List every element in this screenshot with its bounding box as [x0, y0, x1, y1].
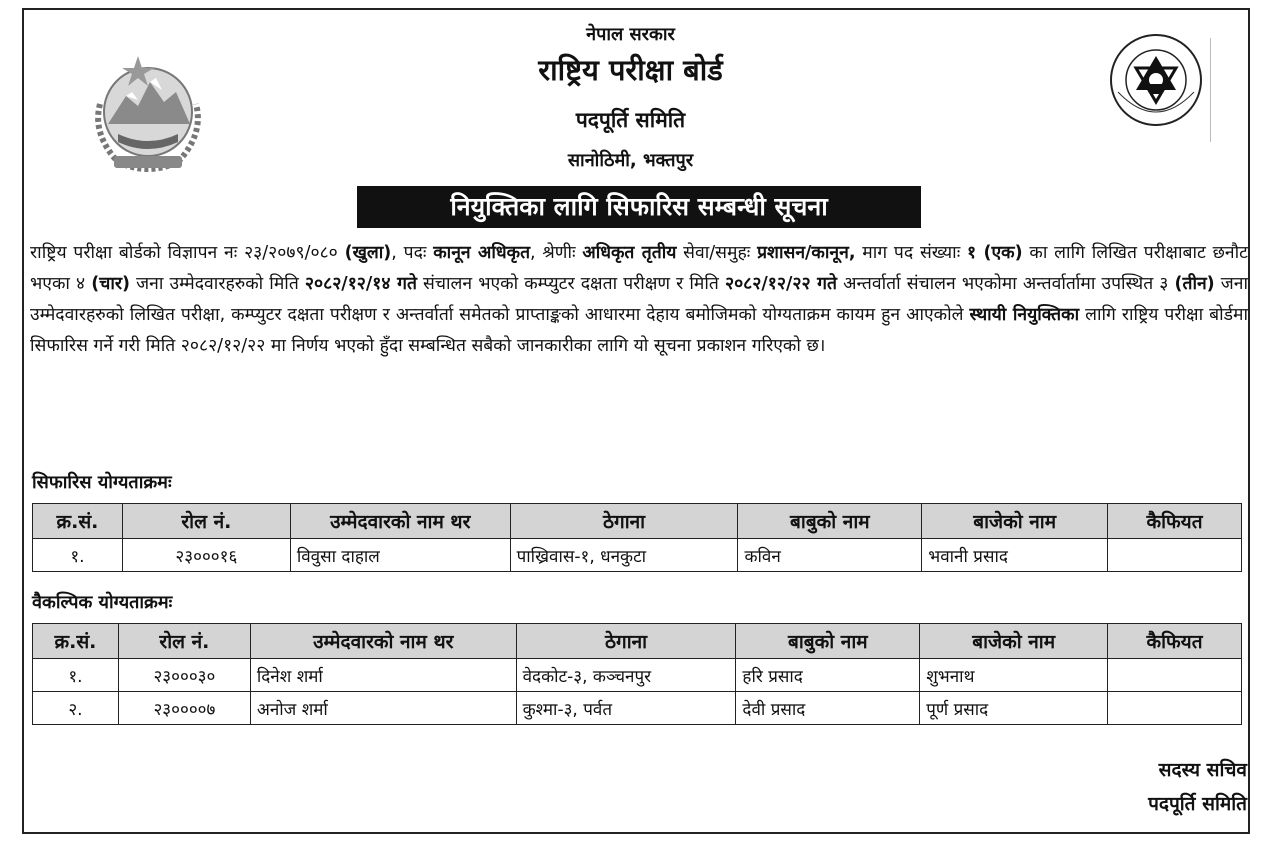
header-org: राष्ट्रिय परीक्षा बोर्ड [538, 53, 723, 87]
cell-remarks [1108, 539, 1242, 572]
col-father: बाबुको नाम [738, 504, 922, 539]
col-remarks: कैफियत [1108, 504, 1242, 539]
cell-roll: २३०००३० [118, 659, 250, 692]
col-address: ठेगाना [516, 624, 736, 659]
col-grandfather: बाजेको नाम [920, 624, 1108, 659]
signature-title: सदस्य सचिव [1158, 759, 1247, 781]
cell-father: हरि प्रसाद [736, 659, 920, 692]
col-name: उम्मेदवारको नाम थर [250, 624, 516, 659]
cell-grandfather: शुभनाथ [920, 659, 1108, 692]
cell-father: कविन [738, 539, 922, 572]
header-location: सानोठिमी, भक्तपुर [567, 150, 694, 171]
table-row [33, 539, 1242, 572]
signature-committee: पदपूर्ति समिति [1148, 793, 1247, 815]
table-row [33, 692, 1242, 725]
col-sn: क्र.सं. [33, 504, 123, 539]
cell-roll: २३०००१६ [122, 539, 290, 572]
alternate-title: वैकल्पिक योग्यताक्रमः [32, 592, 173, 613]
cell-sn: २. [33, 692, 119, 725]
col-father: बाबुको नाम [736, 624, 920, 659]
cell-remarks [1108, 659, 1242, 692]
cell-sn: १. [33, 659, 119, 692]
header-govt: नेपाल सरकार [586, 24, 675, 45]
cell-address: पाख्रिवास-१, धनकुटा [510, 539, 738, 572]
table-header-row [33, 504, 1242, 539]
cell-father: देवी प्रसाद [736, 692, 920, 725]
col-name: उम्मेदवारको नाम थर [290, 504, 510, 539]
table-header-row [33, 624, 1242, 659]
cell-sn: १. [33, 539, 123, 572]
col-sn: क्र.सं. [33, 624, 119, 659]
col-address: ठेगाना [510, 504, 738, 539]
header-committee: पदपूर्ति समिति [575, 108, 686, 132]
cell-grandfather: पूर्ण प्रसाद [920, 692, 1108, 725]
recommended-title: सिफारिस योग्यताक्रमः [32, 472, 172, 493]
cell-roll: २३००००७ [118, 692, 250, 725]
notice-body: राष्ट्रिय परीक्षा बोर्डको विज्ञापन नः २३/२०७९/०८० (खुला), पदः कानून अधिकृत, श्रेणीः अधिकृत तृतीय सेवा/समुहः प्रशासन/कानून, माग पद संख्याः १ (एक) का लागि लिखित परीक्षाबाट छनौट भएका ४ (चार) जना उम्मेदवारहरुको मिति २०८२/१२/१४ गते संचालन भएको कम्प्युटर दक्षता परीक्षण र मिति २०८२/१२/२२ गते अन्तर्वार्ता संचालन भएकोमा अन्तर्वार्तामा उपस्थित ३ (तीन) जना उम्मेदवारहरुको लिखित परीक्षा, कम्प्युटर दक्षता परीक्षण र अन्तर्वार्ता समेतको प्राप्ताङ्कको आधारमा देहाय बमोजिमको योग्यताक्रम कायम हुन आएकोले स्थायी नियुक्तिका लागि राष्ट्रिय परीक्षा बोर्डमा सिफारिस गर्ने गरी मिति २०८२/१२/२२ मा निर्णय भएको हुँदा सम्बन्धित सबैको जानकारीका लागि यो सूचना प्रकाशन गरिएको छ। [30, 243, 1249, 356]
notice-title: नियुक्तिका लागि सिफारिस सम्बन्धी सूचना [357, 186, 921, 228]
col-roll: रोल नं. [118, 624, 250, 659]
cell-address: वेदकोट-३, कञ्चनपुर [516, 659, 736, 692]
cell-name: विवुसा दाहाल [290, 539, 510, 572]
cell-name: दिनेश शर्मा [250, 659, 516, 692]
cell-remarks [1108, 692, 1242, 725]
alternate-table [32, 623, 1242, 725]
col-remarks: कैफियत [1108, 624, 1242, 659]
cell-address: कुश्मा-३, पर्वत [516, 692, 736, 725]
col-grandfather: बाजेको नाम [922, 504, 1108, 539]
cell-name: अनोज शर्मा [250, 692, 516, 725]
table-row [33, 659, 1242, 692]
cell-grandfather: भवानी प्रसाद [922, 539, 1108, 572]
recommended-table [32, 503, 1242, 572]
col-roll: रोल नं. [122, 504, 290, 539]
